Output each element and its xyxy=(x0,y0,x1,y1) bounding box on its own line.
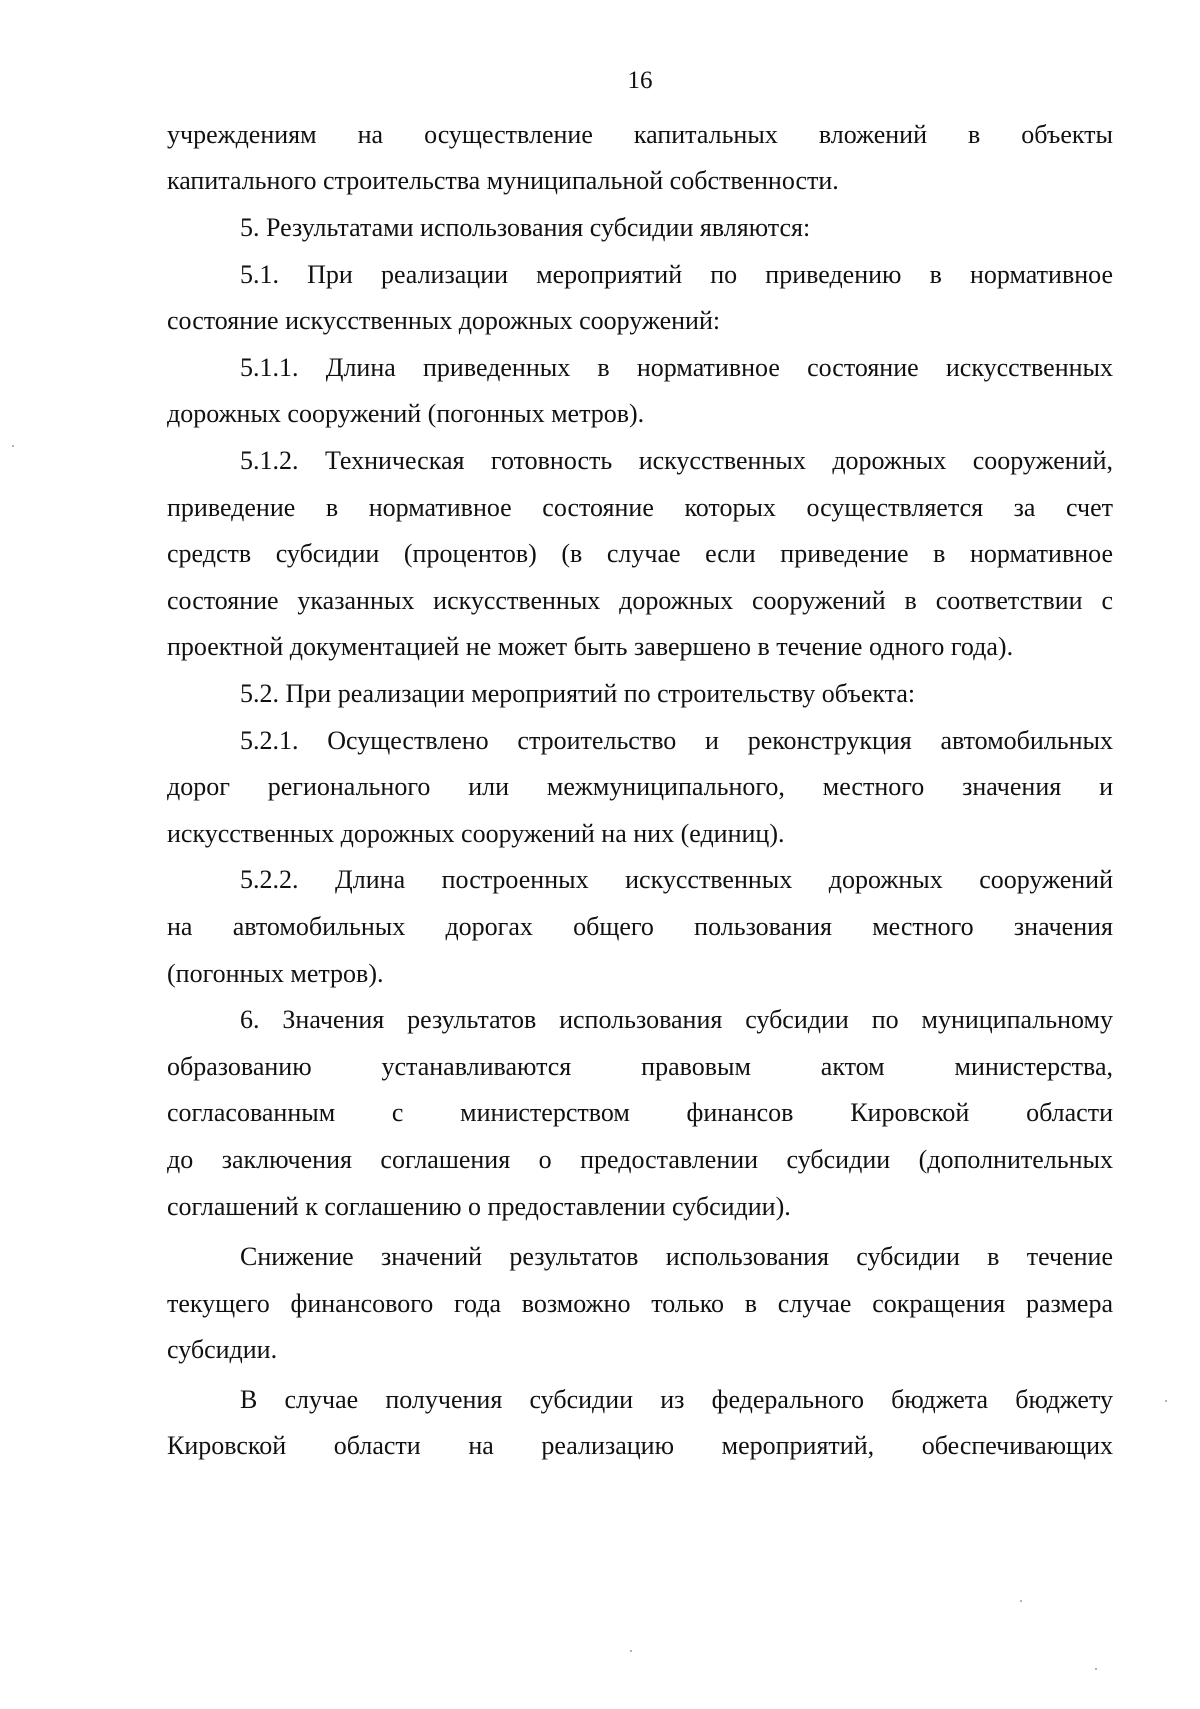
text-line: согласованным с министерством финансов Кировской области xyxy=(167,1098,1113,1127)
text-line: учреждениям на осуществление капитальных вложений в объекты xyxy=(167,120,1113,149)
text-line: 5.1. При реализации мероприятий по приведению в нормативное xyxy=(240,260,1113,289)
text-line: проектной документацией не может быть завершено в течение одного года). xyxy=(167,632,1014,661)
text-line: (погонных метров). xyxy=(167,959,384,988)
text-line: Снижение значений результатов использования субсидии в течение xyxy=(240,1242,1113,1271)
text-line: 5.1.2. Техническая готовность искусственных дорожных сооружений, xyxy=(240,446,1113,475)
text-line: капитального строительства муниципальной собственности. xyxy=(167,166,839,195)
text-line: соглашений к соглашению о предоставлении субсидии). xyxy=(167,1192,791,1221)
text-line: искусственных дорожных сооружений на них (единиц). xyxy=(167,819,785,848)
text-line: приведение в нормативное состояние которых осуществляется за счет xyxy=(167,493,1113,522)
scan-speck xyxy=(630,1650,632,1652)
scan-speck xyxy=(12,445,14,447)
text-line: дорог регионального или межмуниципального, местного значения и xyxy=(167,772,1113,801)
text-line: средств субсидии (процентов) (в случае если приведение в нормативное xyxy=(167,539,1113,568)
text-line: дорожных сооружений (погонных метров). xyxy=(167,399,645,428)
scan-speck xyxy=(1165,1400,1167,1402)
text-line: В случае получения субсидии из федерального бюджета бюджету xyxy=(240,1385,1113,1414)
text-line: состояние искусственных дорожных сооружений: xyxy=(167,306,721,335)
text-line: на автомобильных дорогах общего пользования местного значения xyxy=(167,912,1113,941)
text-line: 5.2. При реализации мероприятий по строительству объекта: xyxy=(240,679,916,708)
text-line: Кировской области на реализацию мероприятий, обеспечивающих xyxy=(167,1431,1113,1460)
text-line: 6. Значения результатов использования субсидии по муниципальному xyxy=(240,1005,1113,1034)
text-line: 5.2.2. Длина построенных искусственных дорожных сооружений xyxy=(240,865,1113,894)
text-line: до заключения соглашения о предоставлении субсидии (дополнительных xyxy=(167,1145,1113,1174)
text-line: 5.1.1. Длина приведенных в нормативное состояние искусственных xyxy=(240,353,1113,382)
page-number: 16 xyxy=(627,67,653,94)
text-line: образованию устанавливаются правовым актом министерства, xyxy=(167,1052,1113,1081)
text-line: текущего финансового года возможно только в случае сокращения размера xyxy=(167,1289,1113,1318)
text-line: 5. Результатами использования субсидии являются: xyxy=(240,213,811,242)
text-line: 5.2.1. Осуществлено строительство и реконструкция автомобильных xyxy=(240,726,1113,755)
text-line: субсидии. xyxy=(167,1335,278,1364)
scan-speck xyxy=(1095,1668,1097,1670)
scan-speck xyxy=(1020,1600,1022,1602)
text-line: состояние указанных искусственных дорожных сооружений в соответствии с xyxy=(167,586,1113,615)
